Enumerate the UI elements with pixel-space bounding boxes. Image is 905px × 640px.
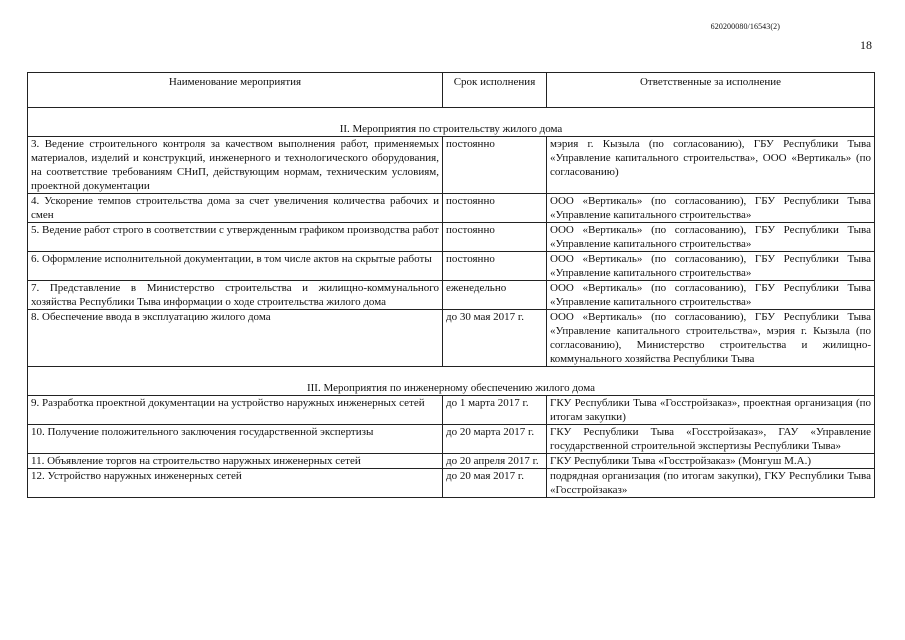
task-cell: 11. Объявление торгов на строительство наружных инженерных сетей — [28, 454, 443, 469]
responsible-cell: ООО «Вертикаль» (по согласованию), ГБУ Республики Тыва «Управление капитального строительства», мэрия г. Кызыла (по согласованию), Министерство строительства и жилищно-коммунального хозяйства Республики Тыва — [547, 310, 875, 367]
table-row — [28, 137, 875, 194]
header-deadline: Срок исполнения — [443, 73, 547, 108]
deadline-cell: до 20 марта 2017 г. — [443, 425, 547, 454]
task-cell: 10. Получение положительного заключения государственной экспертизы — [28, 425, 443, 454]
section-title-row — [28, 381, 875, 396]
task-cell: 5. Ведение работ строго в соответствии с утвержденным графиком производства работ — [28, 223, 443, 252]
table-row — [28, 281, 875, 310]
table-header-row — [28, 73, 875, 108]
measures-table — [27, 72, 875, 498]
deadline-cell: до 20 апреля 2017 г. — [443, 454, 547, 469]
responsible-cell: ГКУ Республики Тыва «Госстройзаказ» (Монгуш М.А.) — [547, 454, 875, 469]
task-cell: 4. Ускорение темпов строительства дома за счет увеличения количества рабочих и смен — [28, 194, 443, 223]
deadline-cell: до 1 марта 2017 г. — [443, 396, 547, 425]
document-id: 620200080/16543(2) — [710, 22, 780, 31]
responsible-cell: ООО «Вертикаль» (по согласованию), ГБУ Республики Тыва «Управление капитального строительства» — [547, 223, 875, 252]
task-cell: 12. Устройство наружных инженерных сетей — [28, 469, 443, 498]
responsible-cell: ООО «Вертикаль» (по согласованию), ГБУ Республики Тыва «Управление капитального строительства» — [547, 194, 875, 223]
table-row — [28, 310, 875, 367]
header-responsible: Ответственные за исполнение — [547, 73, 875, 108]
section-spacer — [28, 367, 875, 382]
responsible-cell: ООО «Вертикаль» (по согласованию), ГБУ Республики Тыва «Управление капитального строительства» — [547, 281, 875, 310]
task-cell: 3. Ведение строительного контроля за качеством выполнения работ, применяемых материалов, изделий и конструкций, инженерного и технологического оборудования, на соответствие требованиям СНиП, действующим нормам, техническим условиям, проектной документации — [28, 137, 443, 194]
deadline-cell: еженедельно — [443, 281, 547, 310]
table-row — [28, 396, 875, 425]
section-title-row — [28, 122, 875, 137]
responsible-cell: подрядная организация (по итогам закупки), ГКУ Республики Тыва «Госстройзаказ» — [547, 469, 875, 498]
table-row — [28, 194, 875, 223]
table-row — [28, 252, 875, 281]
table-body — [28, 108, 875, 498]
table-row — [28, 223, 875, 252]
table-row — [28, 454, 875, 469]
task-cell: 9. Разработка проектной документации на устройство наружных инженерных сетей — [28, 396, 443, 425]
task-cell: 7. Представление в Министерство строительства и жилищно-коммунального хозяйства Республики Тыва информации о ходе строительства жилого дома — [28, 281, 443, 310]
section-title: II. Мероприятия по строительству жилого дома — [28, 122, 875, 137]
page-number: 18 — [860, 38, 872, 52]
section-title: III. Мероприятия по инженерному обеспечению жилого дома — [28, 381, 875, 396]
table-row — [28, 425, 875, 454]
deadline-cell: постоянно — [443, 137, 547, 194]
task-cell: 8. Обеспечение ввода в эксплуатацию жилого дома — [28, 310, 443, 367]
deadline-cell: постоянно — [443, 194, 547, 223]
header-task: Наименование мероприятия — [28, 73, 443, 108]
responsible-cell: ООО «Вертикаль» (по согласованию), ГБУ Республики Тыва «Управление капитального строительства» — [547, 252, 875, 281]
responsible-cell: мэрия г. Кызыла (по согласованию), ГБУ Республики Тыва «Управление капитального строительства», ООО «Вертикаль» (по согласованию) — [547, 137, 875, 194]
table-row — [28, 469, 875, 498]
section-spacer — [28, 108, 875, 123]
deadline-cell: постоянно — [443, 223, 547, 252]
responsible-cell: ГКУ Республики Тыва «Госстройзаказ», ГАУ «Управление государственной строительной экспертизы Республики Тыва» — [547, 425, 875, 454]
task-cell: 6. Оформление исполнительной документации, в том числе актов на скрытые работы — [28, 252, 443, 281]
deadline-cell: до 20 мая 2017 г. — [443, 469, 547, 498]
deadline-cell: постоянно — [443, 252, 547, 281]
deadline-cell: до 30 мая 2017 г. — [443, 310, 547, 367]
responsible-cell: ГКУ Республики Тыва «Госстройзаказ», проектная организация (по итогам закупки) — [547, 396, 875, 425]
